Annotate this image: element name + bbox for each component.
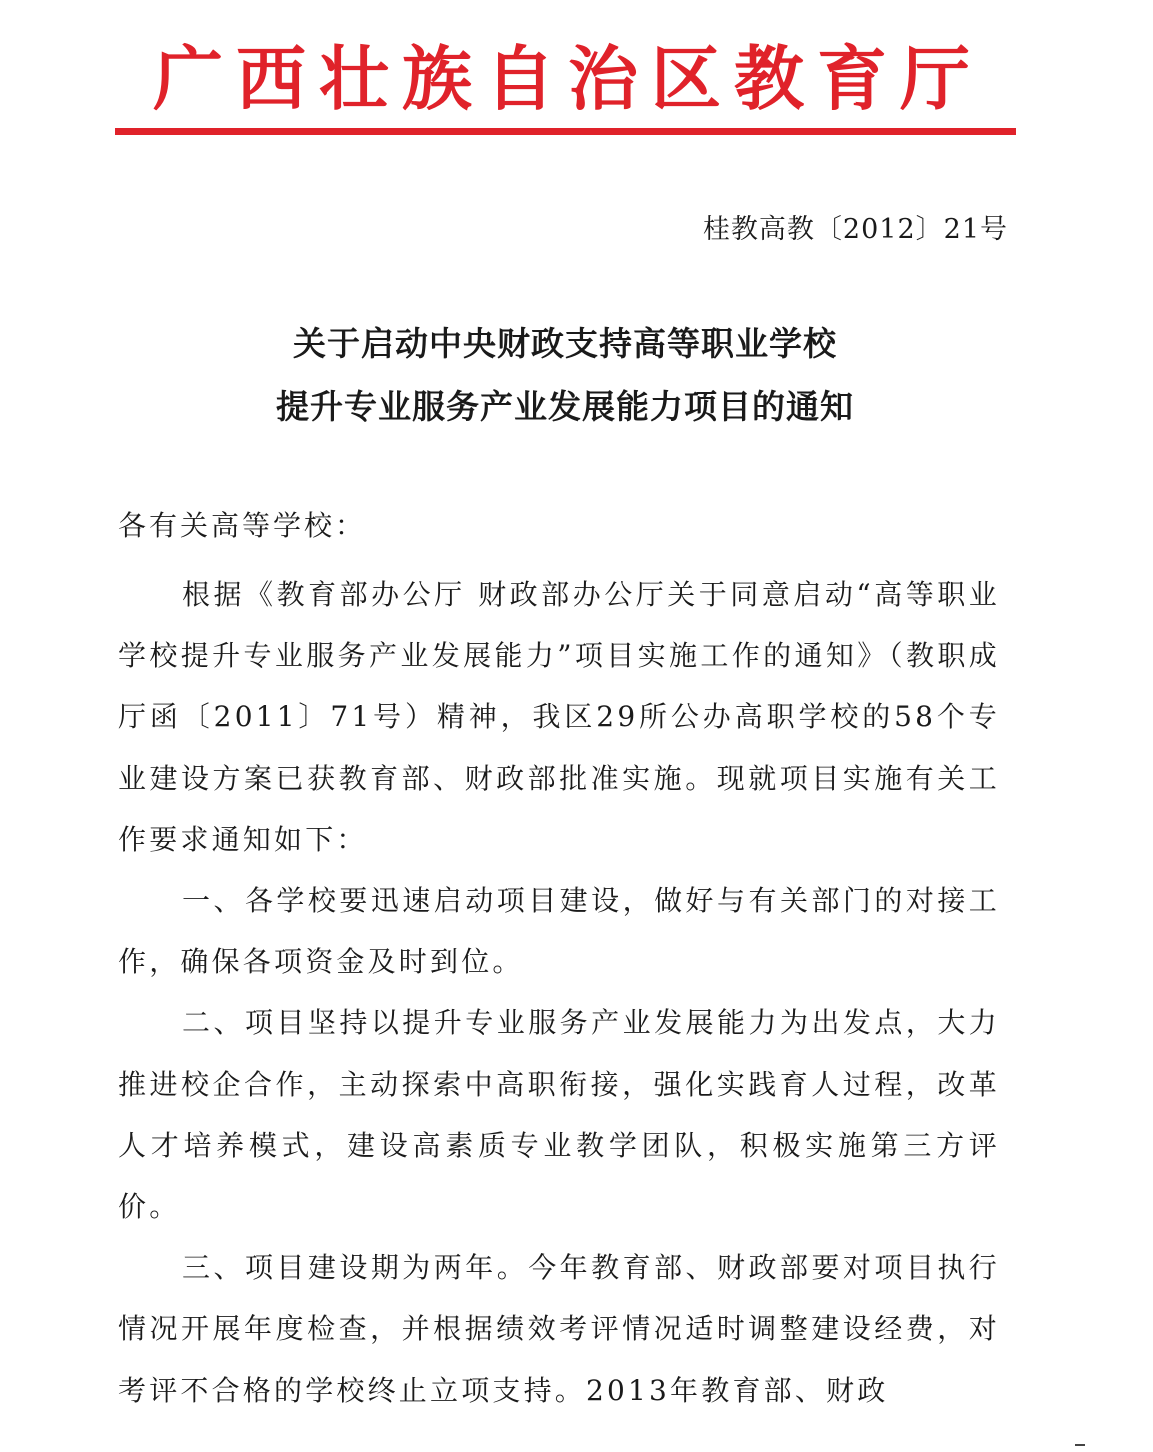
notice-title-line-2: 提升专业服务产业发展能力项目的通知 bbox=[276, 387, 854, 426]
scan-corner-mark bbox=[1075, 1444, 1085, 1446]
paragraph-intro: 根据《教育部办公厅 财政部办公厅关于同意启动“高等职业学校提升专业服务产业发展能力”项目实施工作的通知》（教职成厅函〔2011〕71号）精神，我区29所公办高职学校的58个专业建设方案已获教育部、财政部批准实施。现就项目实施有关工作要求通知如下： bbox=[118, 578, 1000, 856]
notice-title-line-1: 关于启动中央财政支持高等职业学校 bbox=[293, 324, 837, 363]
paragraph-item-1: 一、各学校要迅速启动项目建设，做好与有关部门的对接工作，确保各项资金及时到位。 bbox=[118, 884, 1000, 979]
masthead-title: 广西壮族自治区教育厅 bbox=[153, 38, 983, 120]
document-number: 桂教高教〔2012〕21号 bbox=[702, 214, 1008, 245]
red-divider-rule bbox=[115, 128, 1016, 135]
document-body bbox=[118, 564, 1000, 1421]
paragraph-item-2: 二、项目坚持以提升专业服务产业发展能力为出发点，大力推进校企合作，主动探索中高职衔接，强化实践育人过程，改革人才培养模式，建设高素质专业教学团队，积极实施第三方评价。 bbox=[118, 1006, 1000, 1224]
salutation: 各有关高等学校： bbox=[118, 509, 367, 542]
paragraph-item-3: 三、项目建设期为两年。今年教育部、财政部要对项目执行情况开展年度检查，并根据绩效考评情况适时调整建设经费，对考评不合格的学校终止立项支持。2013年教育部、财政 bbox=[118, 1251, 1000, 1407]
